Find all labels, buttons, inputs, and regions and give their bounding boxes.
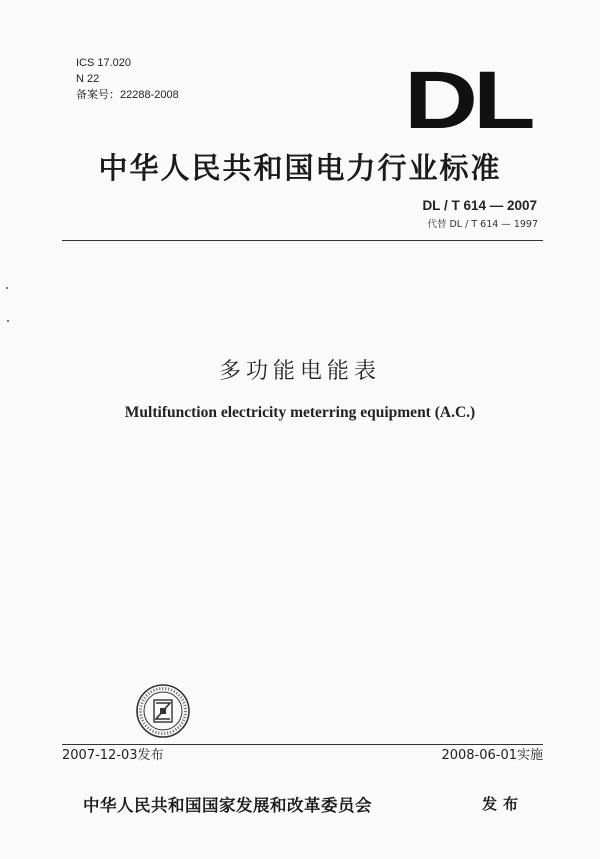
issue-date: 2007-12-03发布 [62, 748, 164, 763]
document-title-english: Multifunction electricity meterring equipment (A.C.) [124, 404, 476, 421]
classification-block [76, 55, 179, 103]
publisher-name: 中华人民共和国国家发展和改革委员会 [83, 796, 372, 815]
ics-code: ICS 17.020 [76, 57, 132, 69]
standard-number [422, 198, 537, 213]
document-title: 多功能电能表 [218, 359, 381, 384]
org-title: 中华人民共和国电力行业标准 [98, 151, 502, 185]
dl-logo: DL [404, 55, 531, 146]
publisher-emblem-icon [135, 683, 191, 739]
record-number: 备案号：22288-2008 [76, 89, 179, 101]
scan-speck [6, 287, 8, 289]
ccs-code: N 22 [76, 73, 100, 85]
header-rule [62, 240, 543, 241]
replaces-standard: 代替 DL / T 614 — 1997 [427, 219, 538, 230]
implementation-date: 2008-06-01实施 [441, 748, 543, 763]
standard-number-text: DL / T 614 — 2007 [422, 198, 537, 213]
publish-label: 发布 [482, 795, 525, 813]
scan-speck [7, 320, 9, 322]
